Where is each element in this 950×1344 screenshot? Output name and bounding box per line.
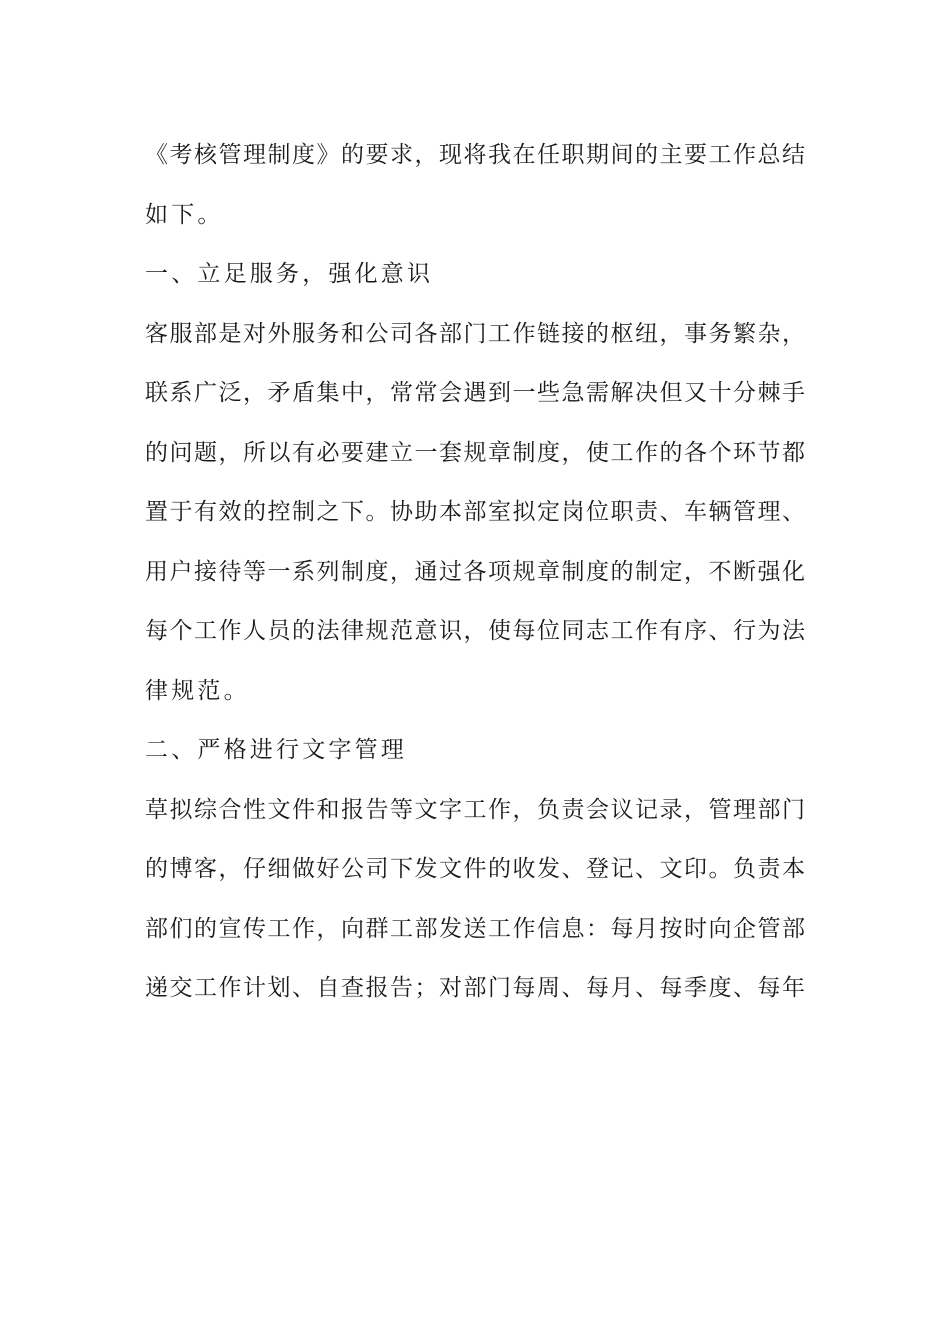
text-line: 部们的宣传工作，向群工部发送工作信息：每月按时向企管部 xyxy=(145,915,805,942)
text-line: 的博客，仔细做好公司下发文件的收发、登记、文印。负责本 xyxy=(145,856,805,882)
text-line: 置于有效的控制之下。协助本部室拟定岗位职责、车辆管理、 xyxy=(145,499,805,525)
text-line: 的问题，所以有必要建立一套规章制度，使工作的各个环节都 xyxy=(145,439,805,466)
text-line: 递交工作计划、自查报告；对部门每周、每月、每季度、每年 xyxy=(145,975,805,1001)
text-line: 《考核管理制度》的要求，现将我在任职期间的主要工作总结 xyxy=(145,142,805,168)
text-line: 联系广泛，矛盾集中，常常会遇到一些急需解决但又十分棘手 xyxy=(145,380,805,406)
text-line: 如下。 xyxy=(145,201,224,228)
text-line: 律规范。 xyxy=(145,677,250,704)
section-heading: 一、立足服务，强化意识 xyxy=(145,261,434,287)
document-body xyxy=(145,126,805,1019)
text-line: 客服部是对外服务和公司各部门工作链接的枢纽，事务繁杂， xyxy=(145,320,805,347)
text-line: 每个工作人员的法律规范意识，使每位同志工作有序、行为法 xyxy=(145,618,805,644)
text-line: 用户接待等一系列制度，通过各项规章制度的制定，不断强化 xyxy=(145,558,805,585)
section-heading: 二、严格进行文字管理 xyxy=(145,737,407,763)
text-line: 草拟综合性文件和报告等文字工作，负责会议记录，管理部门 xyxy=(145,796,805,823)
